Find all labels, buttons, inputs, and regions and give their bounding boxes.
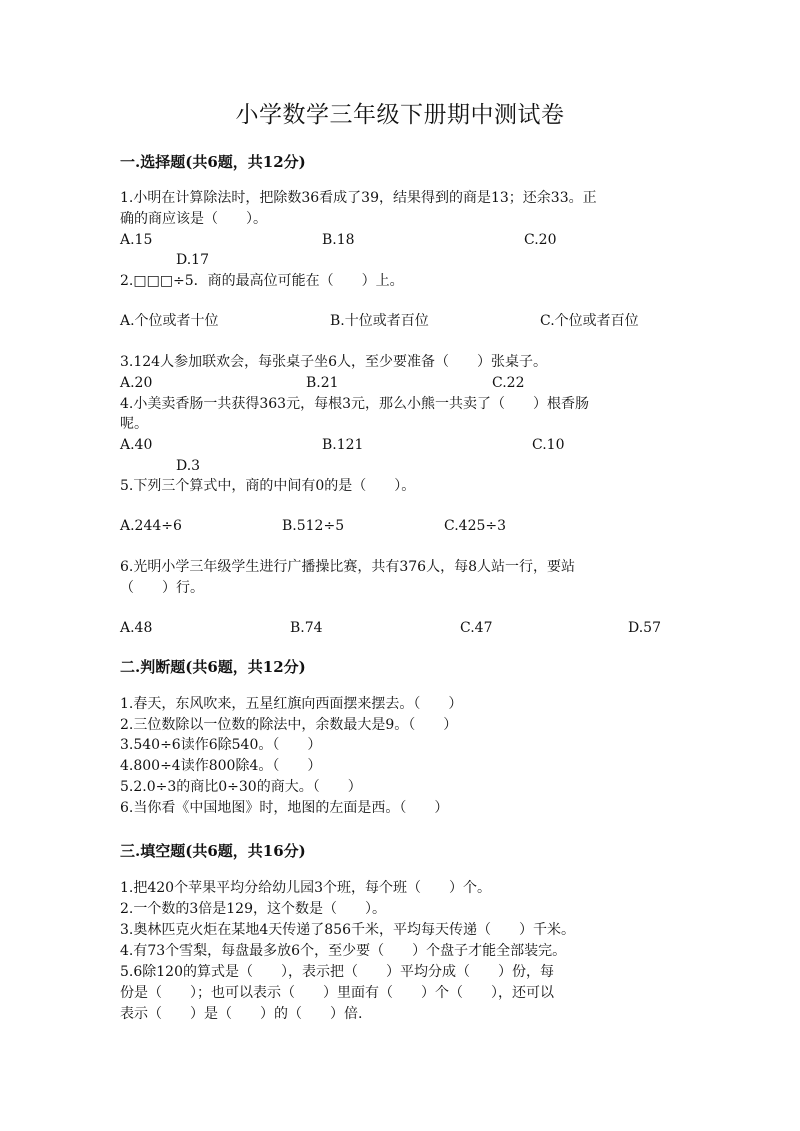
option-c: C.10 — [532, 437, 565, 453]
question-text: 确的商应该是（ ）。 — [120, 211, 267, 227]
option-c: C.47 — [460, 620, 493, 636]
option-a: A.15 — [120, 232, 153, 248]
question-text: 3.124人参加联欢会，每张桌子坐6人，至少要准备（ ）张桌子。 — [120, 354, 547, 370]
page-title: 小学数学三年级下册期中测试卷 — [235, 102, 565, 128]
question-text: 呢。 — [120, 416, 148, 432]
question-text: 2.□□□÷5．商的最高位可能在（ ）上。 — [120, 273, 404, 289]
option-b: B.121 — [322, 437, 364, 453]
question-text: 5.下列三个算式中，商的中间有0的是（ ）。 — [120, 478, 416, 494]
section-heading-choice: 一.选择题(共6题，共12分) — [120, 153, 306, 171]
judgement-item: 5.2.0÷3的商比0÷30的商大。（ ） — [120, 779, 362, 795]
fill-blank-item: 3.奥林匹克火炬在某地4天传递了856千米，平均每天传递（ ）千米。 — [120, 922, 575, 938]
fill-blank-item: 表示（ ）是（ ）的（ ）倍. — [120, 1006, 363, 1022]
section-heading-fill-blank: 三.填空题(共6题，共16分) — [120, 842, 306, 860]
fill-blank-item: 2.一个数的3倍是129，这个数是（ ）。 — [120, 901, 386, 917]
judgement-item: 4.800÷4读作800除4。（ ） — [120, 758, 322, 774]
judgement-item: 6.当你看《中国地图》时，地图的左面是西。（ ） — [120, 800, 449, 816]
judgement-item: 2.三位数除以一位数的除法中，余数最大是9。（ ） — [120, 717, 458, 733]
option-a: A.244÷6 — [120, 518, 182, 534]
option-b: B.74 — [290, 620, 323, 636]
option-b: B.18 — [322, 232, 355, 248]
question-text: （ ）行。 — [120, 580, 204, 596]
option-a: A.40 — [120, 437, 153, 453]
option-c: C.个位或者百位 — [540, 313, 639, 329]
option-d: D.17 — [176, 252, 209, 268]
option-a: A.个位或者十位 — [120, 313, 219, 329]
section-heading-judgement: 二.判断题(共6题，共12分) — [120, 658, 306, 676]
option-c: C.425÷3 — [444, 518, 507, 534]
question-text: 6.光明小学三年级学生进行广播操比赛，共有376人，每8人站一行，要站 — [120, 559, 575, 575]
fill-blank-item: 4.有73个雪梨，每盘最多放6个，至少要（ ）个盘子才能全部装完。 — [120, 943, 567, 959]
fill-blank-item: 份是（ ）；也可以表示（ ）里面有（ ）个（ ），还可以 — [120, 985, 554, 1001]
fill-blank-item: 1.把420个苹果平均分给幼儿园3个班，每个班（ ）个。 — [120, 880, 491, 896]
option-c: C.20 — [524, 232, 557, 248]
fill-blank-item: 5.6除120的算式是（ ），表示把（ ）平均分成（ ）份，每 — [120, 964, 554, 980]
option-b: B.512÷5 — [282, 518, 345, 534]
option-d: D.57 — [628, 620, 661, 636]
option-a: A.20 — [120, 375, 153, 391]
judgement-item: 3.540÷6读作6除540。（ ） — [120, 737, 322, 753]
option-b: B.21 — [306, 375, 339, 391]
option-c: C.22 — [492, 375, 525, 391]
judgement-item: 1.春天，东风吹来，五星红旗向西面摆来摆去。（ ） — [120, 696, 463, 712]
option-d: D.3 — [176, 458, 201, 474]
option-a: A.48 — [120, 620, 153, 636]
question-text: 4.小美卖香肠一共获得363元，每根3元，那么小熊一共卖了（ ）根香肠 — [120, 396, 589, 412]
question-text: 1.小明在计算除法时，把除数36看成了39，结果得到的商是13；还余33。正 — [120, 190, 597, 206]
option-b: B.十位或者百位 — [330, 313, 429, 329]
